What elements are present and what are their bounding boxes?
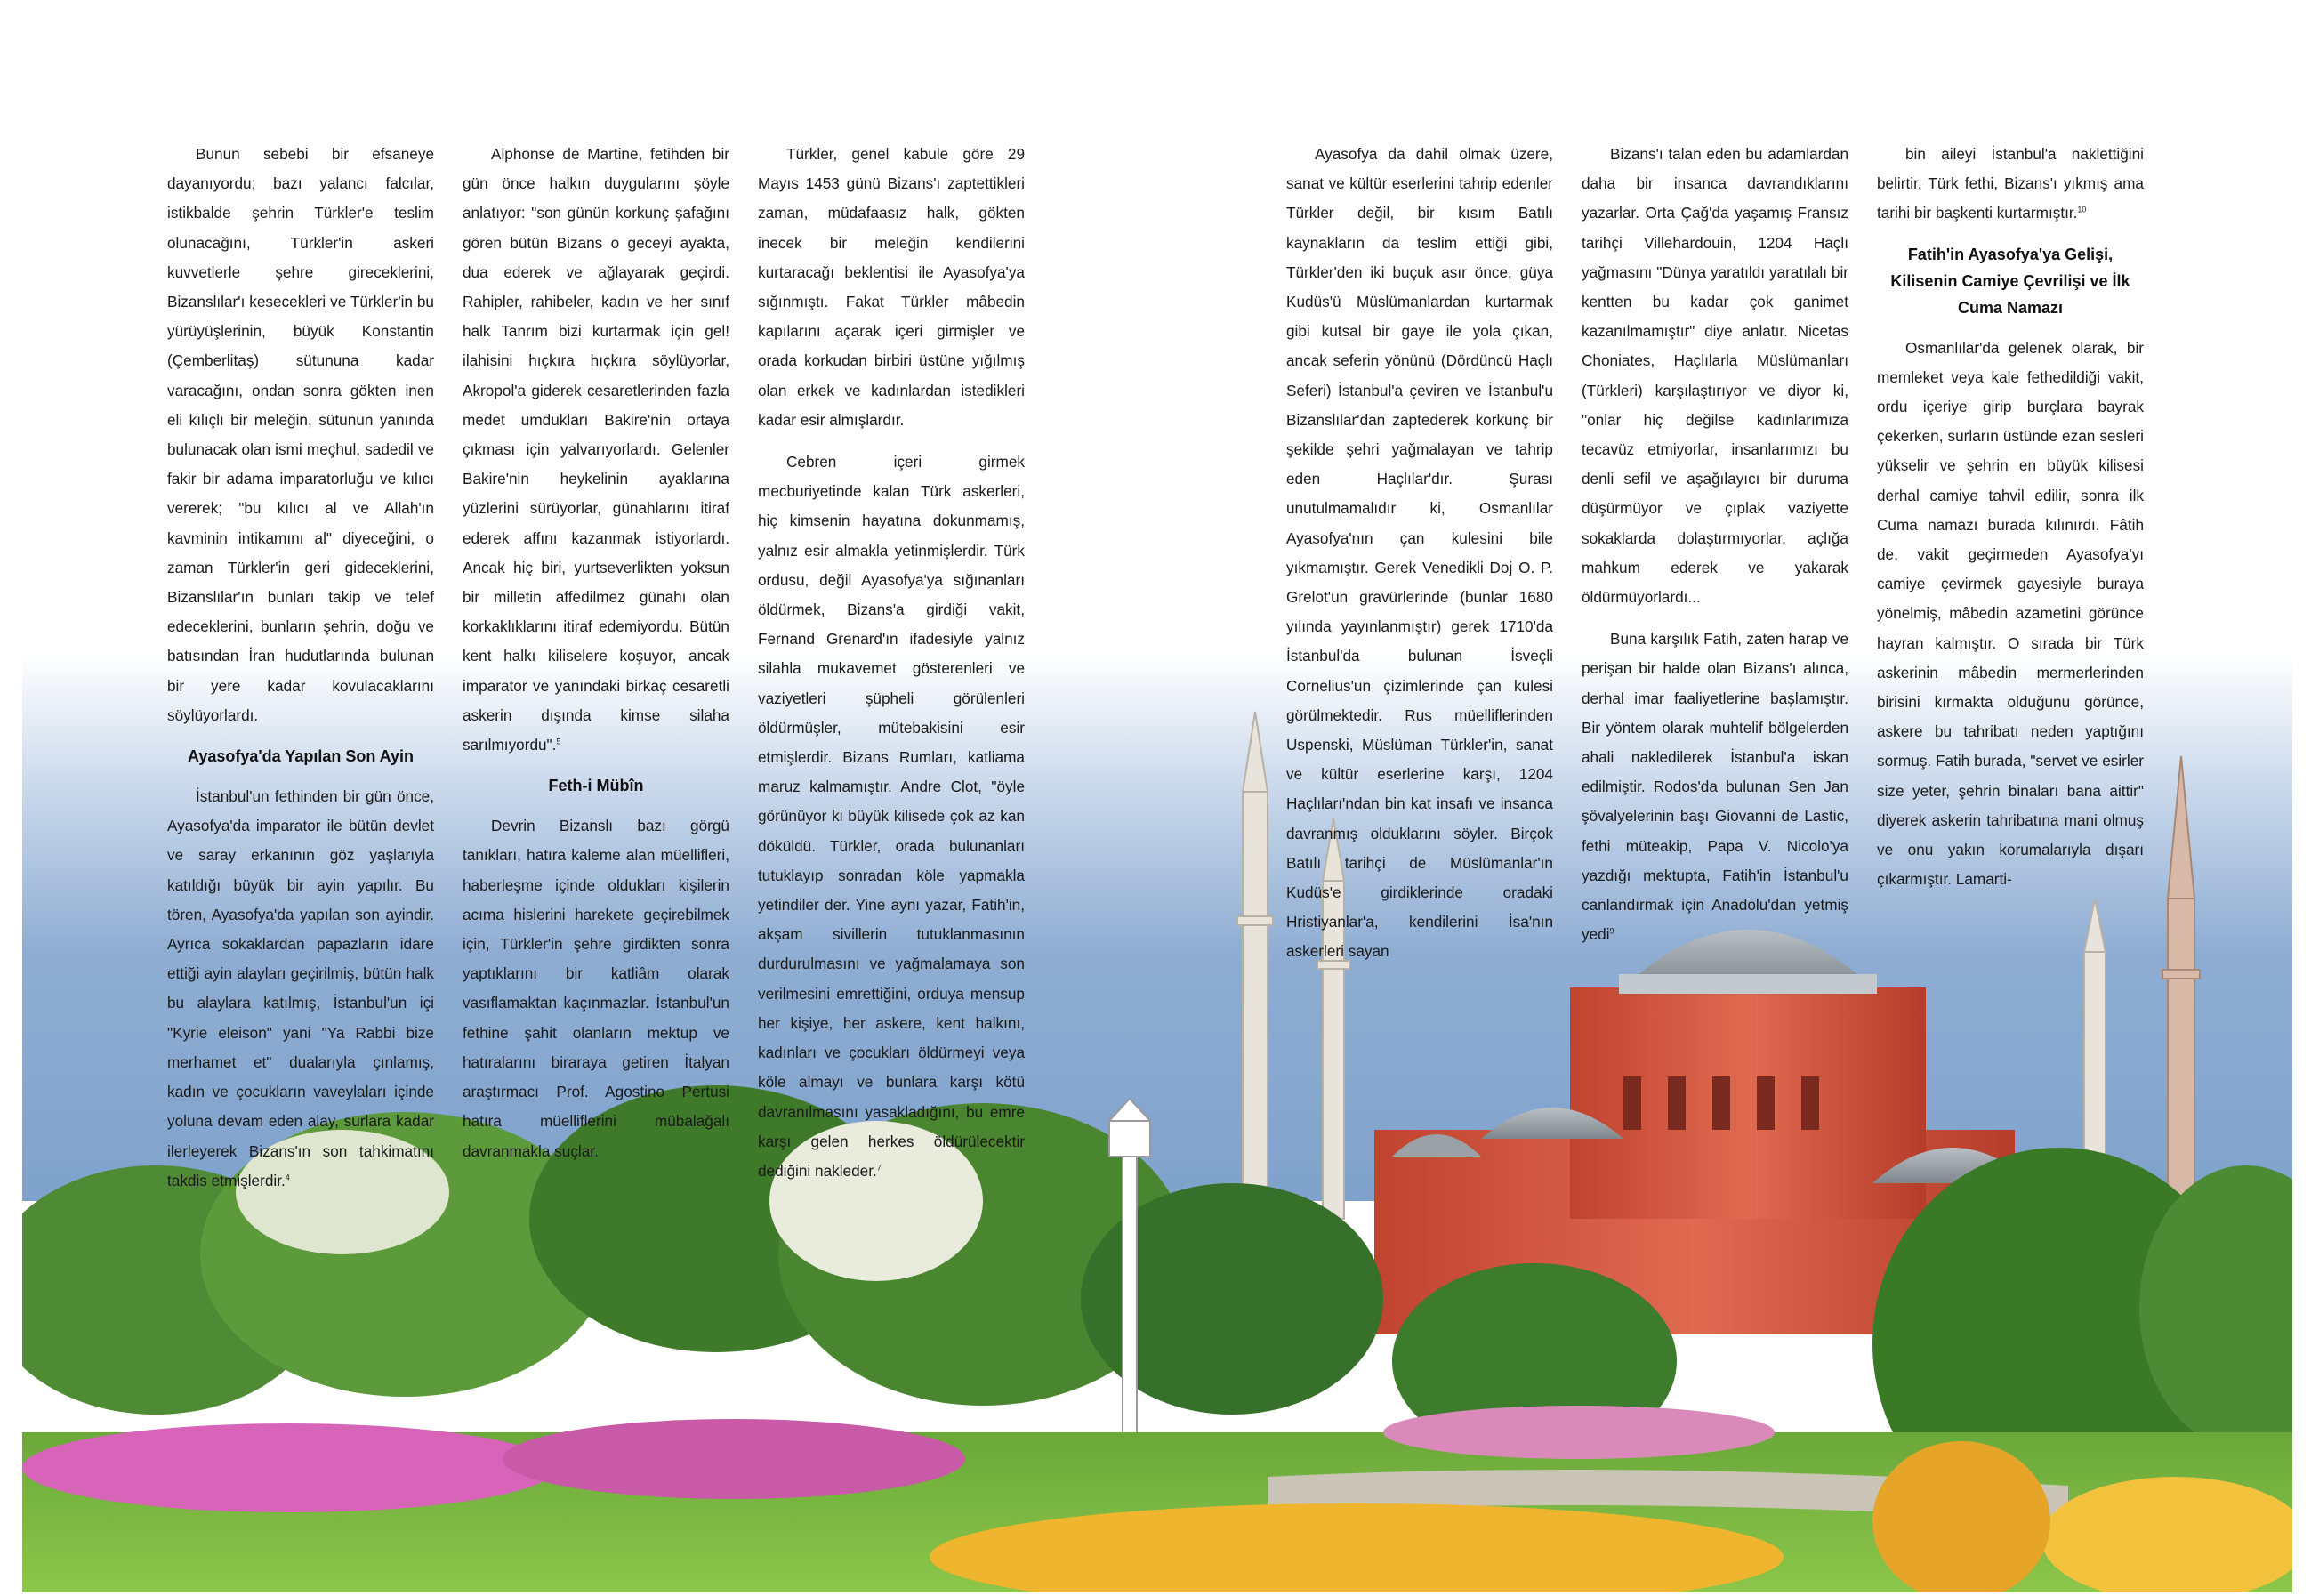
paragraph: Osmanlılar'da gelenek olarak, bir memleket veya kale fethedildiği vakit, ordu içeriye girip burçlara bayrak çekerken, surların üstünde ezan sesleri yükselir ve şehrin en büyük kilisesi derhal camiye tahvil edilir, sonra ilk Cuma namazı burada kılınırdı. Fâtih de, vakit geçirmeden Ayasofya'yı camiye çevirmek gayesiyle buraya yönelmiş, mâbedin azametini görünce hayran kalmıştır. O sırada bir Türk askerinin mâbedin mermerlerinden birisini kırmakta olduğunu görünce, askere bu tahribatı neden yaptığını sormuş. Fatih burada, "servet ve esirler size yeter, şehrin binaları bana aittir" diyerek askerin tahribatına mani olmuş ve onu yakın korumalarıyla dışarı çıkarmıştır. Lamarti- bbox=[1877, 338, 2144, 889]
section-heading-fethi-mubin: Feth-i Mübîn bbox=[548, 777, 644, 795]
footnote-ref: 7 bbox=[876, 1163, 882, 1173]
text-column-5 bbox=[1582, 140, 1848, 962]
text-column-3 bbox=[758, 140, 1025, 1198]
paragraph: Cebren içeri girmek mecburiyetinde kalan Türk askerleri, hiç kimsenin hayatına dokunmamış, yalnız esir almakla yetinmişlerdir. Türk ordusu, değil Ayasofya'ya sığınanları öldürmek, Bizans'a girdiği vakit, Fernand Grenard'ın ifadesiyle yalnız silahla mukavemet gösterenleri ve vaziyetleri şüpheli görülenleri öldürmüşler, mütebakisini esir etmişlerdir. Bizans Rumları, katliama maruz kalmamıştır. Andre Clot, "öyle görünüyor ki büyük kilisede çok az kan döküldü. Türkler, orada bulunanları tutuklayıp sonradan köle yapmakla yetindiler der. Yine aynı yazar, Fatih'in, akşam sivillerin tutuklanmasının durdurulmasını ve yağmalamaya son verilmesini emrettiğini, orduya mensup her kişiye, her askere, kent halkını, kadınları ve çocukları öldürmeyi veya köle almayı ve bunlara karşı kötü davranılmasını yasakladığını, bu emre karşı gelen herkes öldürülecektir dediğini nakleder. bbox=[758, 453, 1025, 1180]
paragraph: Ayasofya da dahil olmak üzere, sanat ve kültür eserlerini tahrip edenler Türkler değil, bir kısım Batılı kaynakların da teslim ettiği gibi, Türkler'den iki buçuk asır önce, güya Kudüs'ü Müslümanlardan kurtarmak gibi kutsal bir gaye ile yola çıkan, ancak seferin yönünü (Dördüncü Haçlı Seferi) İstanbul'a çeviren ve İstanbul'u Bizanslılar'dan zaptederek korkunç bir şekilde şehri yağmalayan ve tahrip eden Haçlılar'dır. Şurası unutulmamalıdır ki, Osmanlılar Ayasofya'nın çan kulesini bile yıkmamıştır. Gerek Venedikli Doj O. P. Grelot'un gravürlerinde (bunlar 1680 yılında yayınlanmıştır) gerek 1710'da İstanbul'da bulunan İsveçli Cornelius'un çizimlerinde çan kulesi görülmektedir. Rus müelliflerinden Uspenski, Müslüman Türkler'in, sanat ve kültür eserlerine karşı, 1204 Haçlıları'ndan bin kat insafı ve insanca davranmış olduklarını söyler. Birçok Batılı tarihçi de Müslümanlar'ın Kudüs'e girdiklerinde oradaki Hristiyanlar'a, kendilerini İsa'nın askerleri sayan bbox=[1286, 145, 1553, 961]
text-column-2 bbox=[463, 140, 729, 1179]
footnote-ref: 9 bbox=[1609, 926, 1614, 936]
text-column-4 bbox=[1286, 140, 1553, 979]
paragraph: Türkler, genel kabule göre 29 Mayıs 1453 günü Bizans'ı zaptettikleri zaman, müdafaasız halk, gökten inecek bir meleğin kendilerini kurtaracağı beklentisi ile Ayasofya'ya sığınmıştı. Fakat Türkler mâbedin kapılarını açarak içeri girmişler ve orada korkudan birbiri üstüne yığılmış olan erkek ve kadınlardan istedikleri kadar esir almışlardır. bbox=[758, 145, 1025, 429]
footnote-ref: 5 bbox=[556, 737, 561, 746]
paragraph: Buna karşılık Fatih, zaten harap ve perişan bir halde olan Bizans'ı alınca, derhal imar faaliyetlerine başlamıştır. Bir yöntem olarak muhtelif bölgelerden ahali nakledilerek İstanbul'a iskan edilmiştir. Rodos'da bulunan Sen Jan şövalyelerinin başı Giovanni de Lastic, fethi müteakip, Papa V. Nicolo'ya yazdığı mektupta, Fatih'in İstanbul'u canlandırmak için Anadolu'dan yetmiş yedi bbox=[1582, 630, 1848, 944]
paragraph: İstanbul'un fethinden bir gün önce, Ayasofya'da imparator ile bütün devlet ve saray erkanının göz yaşlarıyla katıldığı büyük bir ayin yapılır. Bu tören, Ayasofya'da yapılan son ayindir. Ayrıca sokaklardan papazların idare ettiği ayin alayları geçirilmiş, bütün halk bu alaylara katılmış, İstanbul'un içi "Kyrie eleison" yani "Ya Rabbi bize merhamet et" dualarıyla çınlamış, kadın ve çocukların vaveylaları içinde yoluna devam eden alay, surlara kadar ilerleyerek Bizans'ın son tahkimatını takdis etmişlerdir. bbox=[167, 787, 434, 1189]
text-column-6 bbox=[1877, 140, 2144, 907]
paragraph: Bizans'ı talan eden bu adamlardan daha bir insanca davrandıklarını yazarlar. Orta Çağ'da yaşamış Fransız tarihçi Villehardouin, 1204 Haçlı yağmasını "Dünya yaratıldı yaratılalı bir kentten bu kadar çok ganimet kazanılmamıştır" diye anlatır. Nicetas Choniates, Haçlılarla Müslümanları (Türkleri) karşılaştırıyor ve diyor ki, "onlar hiç değilse kadınlarımıza tecavüz etmiyorlar, insanlarımızı bu denli sefil ve aşağılayıcı bir duruma düşürmüyor ve çıplak vaziyette sokaklarda dolaştırmıyorlar, açlığa mahkum ederek ve yakarak öldürmüyorlardı... bbox=[1582, 145, 1848, 607]
paragraph: Bunun sebebi bir efsaneye dayanıyordu; bazı yalancı falcılar, istikbalde şehrin Türkler'e teslim olunacağını, Türkler'in askeri kuvvetlerle şehre gireceklerini, Bizanslılar'ı kesecekleri ve Türkler'in bu yürüyüşlerinin, büyük Konstantin (Çemberlitaş) sütununa kadar varacağını, ondan sonra gökten inen eli kılıçlı bir meleğin, sütunun yanında bulunacak olan ismi meçhul, sadedil ve fakir bir adama imparatorluğu ve kılıcı vererek; "bu kılıcı al ve Allah'ın kavminin intikamını al" diyeceğini, o zaman Türkler'in geri gideceklerini, Bizanslılar'ın bunları takip ve telef edeceklerini, bunların şehrin, doğu ve batısından İran hudutlarında bulunan bir yere kadar kovulacaklarını söylüyorlardı. bbox=[167, 145, 434, 724]
section-heading-last-mass: Ayasofya'da Yapılan Son Ayin bbox=[187, 747, 415, 766]
text-column-1 bbox=[167, 140, 434, 1208]
section-heading-fatih-ayasofya: Fatih'in Ayasofya'ya Gelişi, Kilisenin Camiye Çevrilişi ve İlk Cuma Namazı bbox=[1890, 245, 2130, 317]
paragraph: Alphonse de Martine, fetihden bir gün önce halkın duygularını şöyle anlatıyor: "son günün korkunç şafağını gören bütün Bizans o geceyi ayakta, dua ederek ve ağlayarak geçirdi. Rahipler, rahibeler, kadın ve her sınıf halk Tanrım bizi kurtarmak için gel! ilahisini hıçkıra hıçkıra söylüyorlar, Akropol'a giderek cesaretlerinden fazla medet umdukları Bakire'nin ortaya çıkması için yalvarıyorlardı. Gelenler Bakire'nin heykelinin ayaklarına yüzlerini sürüyorlar, günahlarını itiraf ederek affını kazanmak istiyorlardı. Ancak hiç biri, yurtseverlikten yoksun bir milletin affedilmez günahı olan korkaklıklarını itiraf edemiyordu. Bütün kent halkı kiliselere koşuyor, ancak imparator ve yanındaki birkaç cesaretli askerin dışında kimse silaha sarılmıyordu". bbox=[463, 145, 729, 754]
footnote-ref: 10 bbox=[2077, 205, 2087, 214]
footnote-ref: 4 bbox=[285, 1172, 290, 1181]
minaret-left-1 bbox=[1237, 712, 1273, 1210]
paragraph: bin aileyi İstanbul'a naklettiğini belirtir. Türk fethi, Bizans'ı yıkmış ama tarihi bir başkenti kurtarmıştır. bbox=[1877, 145, 2144, 222]
paragraph: Devrin Bizanslı bazı görgü tanıkları, hatıra kaleme alan müellifleri, haberleşme içinde oldukları kişilerin acıma hislerini harekete geçirebilmek için, Türkler'in şehre girdikten sonra yaptıklarını bir katliâm olarak vasıflamaktan kaçınmazlar. İstanbul'un fethine şahit olanların mektup ve hatıralarını biraraya getiren İtalyan araştırmacı Prof. Agostino Pertusi hatıra müelliflerini mübalağalı davranmakla suçlar. bbox=[463, 817, 729, 1160]
